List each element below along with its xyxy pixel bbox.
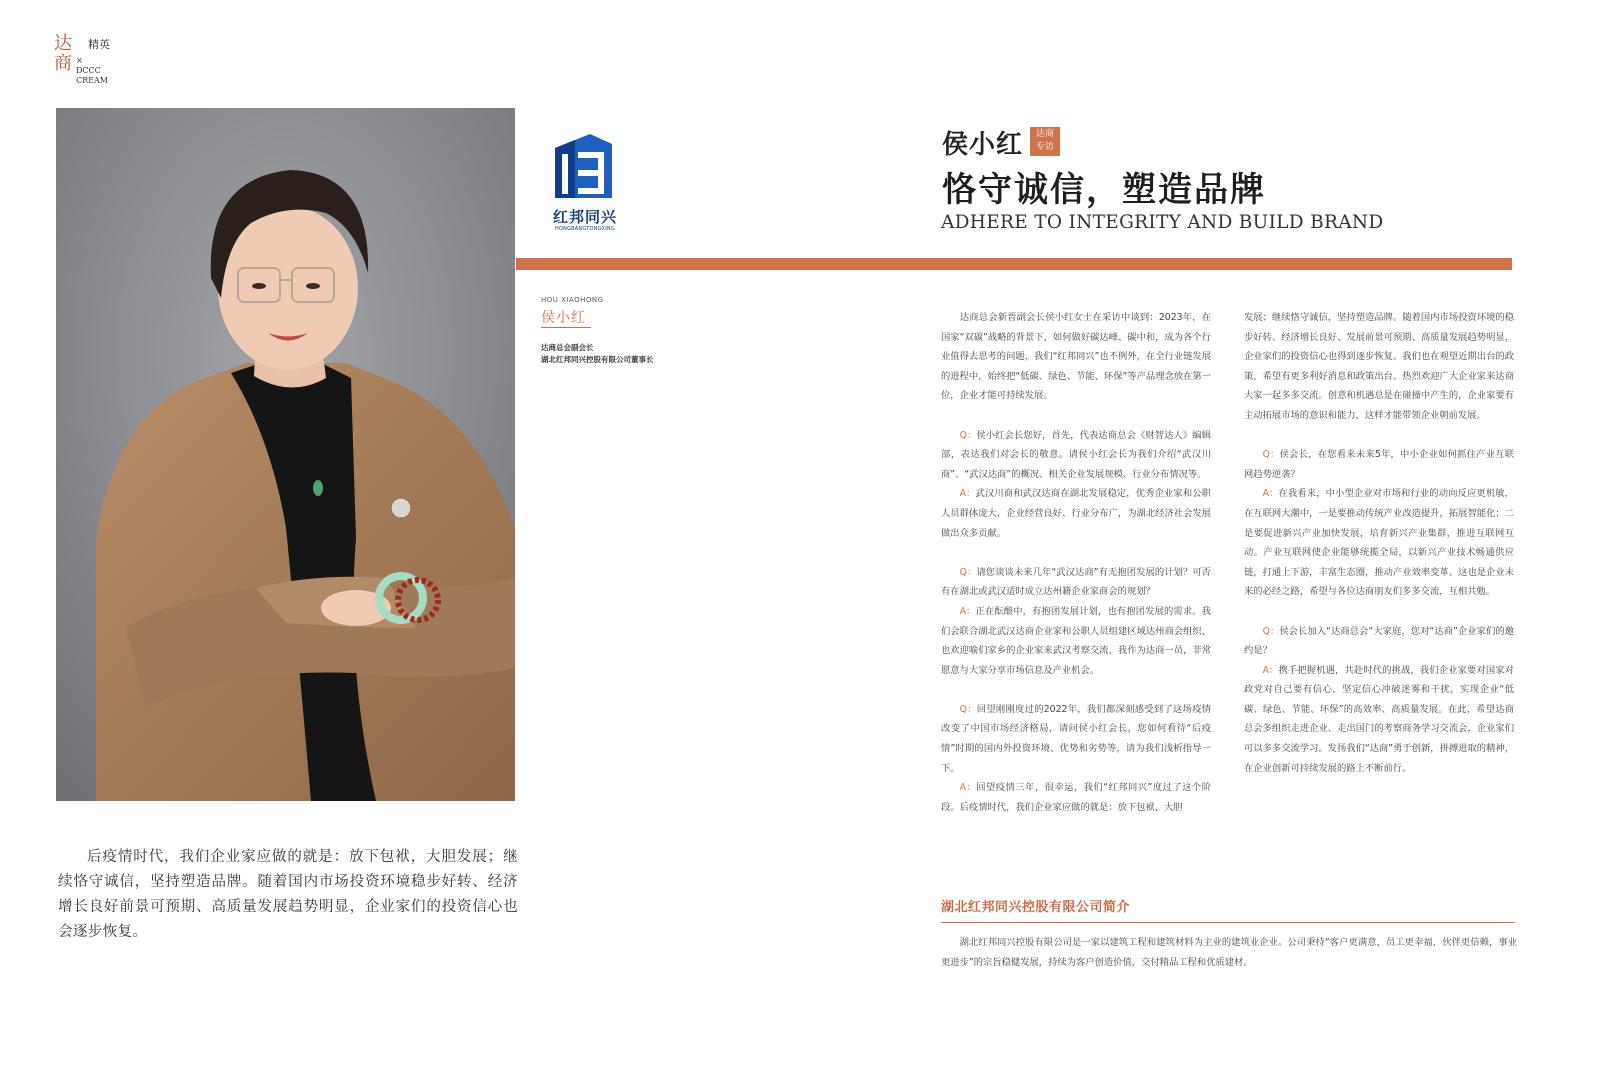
magazine-masthead: [54, 34, 144, 84]
header-divider-bar: [516, 258, 1512, 270]
person-name-underline: [541, 327, 591, 328]
building-logo-icon: [540, 130, 630, 202]
pull-quote-caption: 后疫情时代，我们企业家应做的就是：放下包袱，大胆发展；继续恪守诚信，坚持塑造品牌。随着国内市场投资环境稳步好转、经济增长良好前景可预期、高质量发展趋势明显，企业家们的投资信心也会逐步恢复。: [58, 849, 518, 940]
article-column-1: [941, 308, 1211, 817]
person-role-2: 湖北红邦同兴控股有限公司董事长: [541, 355, 654, 364]
interviewee-name-heading: 侯小红: [942, 130, 1024, 160]
question-3: Q：回望刚刚度过的2022年，我们都深刻感受到了这场疫情改变了中国市场经济格局，请问侯小红会长，您如何看待“后疫情”时期的国内外投资环境、优势和劣势等，请为我们浅析指导一下。 A：回望疫情三年，很幸运，我们“红邦同兴”度过了这个阶段。后疫情时代，我们企业家应做的就是：放下包袱，大胆: [941, 703, 1211, 813]
interview-tag-badge: [1030, 127, 1060, 156]
question-1: Q：侯小红会长您好，首先，代表达商总会《财智达人》编辑部，表达我们对会长的敬意。请侯小红会长为我们介绍“武汉川商”、“武汉达商”的概况、相关企业发展规模、行业分布情况等。 A：武汉川商和武汉达商在湖北发展稳定，优秀企业家和公职人员群体庞大，企业经营良好、行业分布广，为湖北经济社会发展做出众多贡献。: [941, 429, 1211, 539]
question-2: Q：请您谈谈未来几年“武汉达商”有无抱团发展的计划？可否有在湖北或武汉适时成立达州籍企业家商会的规划？ A：正在酝酿中，有抱团发展计划，也有抱团发展的需求。我们会联合湖北武汉达商企业家和公职人员组建区域达州商会组织，也欢迎喻们家乡的企业家来武汉考察交流，我作为达商一员，非常愿意与大家分享市场信息及产业机会。: [941, 566, 1211, 676]
masthead-jingying: 精英: [88, 38, 110, 51]
company-intro-text: 湖北红邦同兴控股有限公司是一家以建筑工程和建筑材料为主业的建筑业企业。公司秉持“客户更满意，员工更幸福，伙伴更信赖，事业更进步”的宗旨稳健发展，持续为客户创造价值，交付精品工程和优质建材。: [941, 937, 1517, 968]
question-4: Q：侯会长，在您看来未来5年，中小企业如何抓住产业互联网趋势逆袭？ A：在我看来，中小型企业对市场和行业的动向反应更机敏，在互联网大潮中，一是要推动传统产业改造提升，拓展智能化；二是要促进新兴产业加快发展，培育新兴产业集群，推进互联网互动。产业互联网使企业能够统揽全局，以新兴产业技术畅通供应链，打通上下游，丰富生态圈，推动产业效率变革。这也是企业未来的必经之路，希望与各位达商朋友们多多交流，互相共勉。: [1244, 449, 1514, 598]
article-subtitle: ADHERE TO INTEGRITY AND BUILD BRAND: [941, 212, 1384, 233]
masthead-logo-text: 达商: [54, 33, 72, 74]
article-intro-paragraph: 达商总会新晋副会长侯小红女士在采访中谈到：2023年，在国家“双碳”战略的背景下，如何做好碳达峰、碳中和，成为各个行业值得去思考的问题，我们“红邦同兴”也不例外，在全行业链发展的进程中，始终把“低碳、绿色、节能、环保”等产品理念放在第一位，企业才能可持续发展。: [941, 312, 1211, 402]
portrait-photo: [56, 108, 515, 801]
company-intro-title: 湖北红邦同兴控股有限公司简介: [941, 900, 1131, 915]
masthead-cream: × DCCC CREAM: [76, 56, 108, 85]
logo-english-name: HONGBANGTONGXING: [555, 226, 615, 232]
question-5: Q：侯会长加入“达商总会”大家庭，您对“达商”企业家们的邀约是？ A：携手把握机遇，共赴时代的挑战，我们企业家要对国家对政党对自己要有信心，坚定信心冲破迷雾和干扰，实现企业“低碳、绿色、节能、环保”的高效率、高质量发展。在此，希望达商总会多组织走进企业、走出国门的考察商务学习交流会，企业家们可以多多交流学习。发扬我们“达商”勇于创新，拼搏进取的精神，在企业创新可持续发展的路上不断前行。: [1244, 625, 1514, 774]
person-role-1: 达商总会副会长: [541, 343, 594, 352]
company-intro-divider: [941, 922, 1515, 923]
article-title: 恪守诚信，塑造品牌: [942, 170, 1266, 210]
person-name-chinese: 侯小红: [541, 310, 586, 326]
person-name-english: HOU XIAOHONG: [541, 296, 604, 304]
interview-tag-text: 达商 专访: [1035, 129, 1054, 152]
answer-3-continued: 发展；继续恪守诚信，坚持塑造品牌。随着国内市场投资环境的稳步好转、经济增长良好、发展前景可预期、高质量发展趋势明显，企业家们的投资信心也得到逐步恢复。我们也在观望近期出台的政策，希望有更多利好消息和政策出台。热烈欢迎广大企业家来达商大家一起多多交流。创意和机遇总是在碰撞中产生的，企业家要有主动拓展市场的意识和能力，这样才能带领企业朝前发展。: [1244, 312, 1514, 421]
logo-chinese-name: 红邦同兴: [552, 208, 617, 226]
company-logo: [540, 130, 630, 240]
article-column-2: [1244, 308, 1514, 798]
